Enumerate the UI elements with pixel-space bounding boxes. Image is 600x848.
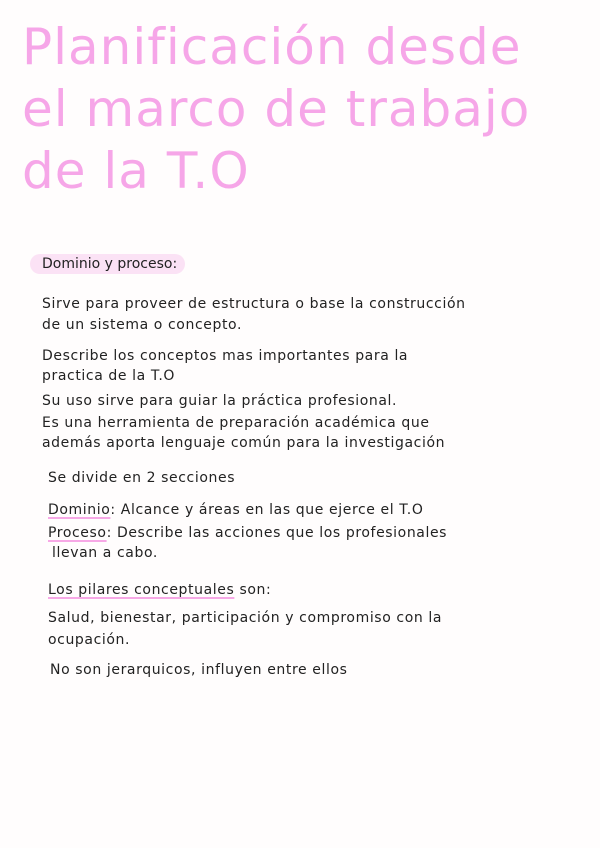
text-line: Sirve para proveer de estructura o base la construcción [42, 296, 466, 312]
text-line: Se divide en 2 secciones [48, 470, 236, 486]
pilares-term: Los pilares conceptuales [48, 582, 235, 598]
text-line: Salud, bienestar, participación y compromiso con la [48, 610, 443, 626]
dominio-line [48, 500, 423, 520]
pilares-rest: son: [234, 582, 272, 598]
text-line: Describe los conceptos mas importantes para la [42, 348, 409, 364]
text-line: practica de la T.O [42, 368, 176, 384]
text-line: Su uso sirve para guiar la práctica profesional. [42, 393, 398, 409]
title-line: de la T.O [22, 142, 250, 200]
text-line: además aporta lenguaje común para la investigación [42, 435, 446, 451]
proceso-description: : Describe las acciones que los profesionales [106, 525, 448, 541]
dominio-description: : Alcance y áreas en las que ejerce el T.O [110, 502, 424, 518]
text-line: de un sistema o concepto. [42, 317, 243, 333]
title-line: el marco de trabajo [22, 80, 531, 138]
proceso-line [48, 523, 447, 543]
text-line: llevan a cabo. [52, 545, 158, 561]
text-line: Es una herramienta de preparación académica que [42, 415, 430, 431]
title-line: Planificación desde [22, 18, 522, 76]
proceso-term: Proceso [48, 525, 107, 541]
text-line: No son jerarquicos, influyen entre ellos [50, 662, 348, 678]
section-heading: Dominio y proceso: [30, 254, 185, 274]
dominio-term: Dominio [48, 502, 111, 518]
text-line: ocupación. [48, 632, 131, 648]
page-title [22, 16, 582, 202]
pilares-line [48, 580, 271, 600]
